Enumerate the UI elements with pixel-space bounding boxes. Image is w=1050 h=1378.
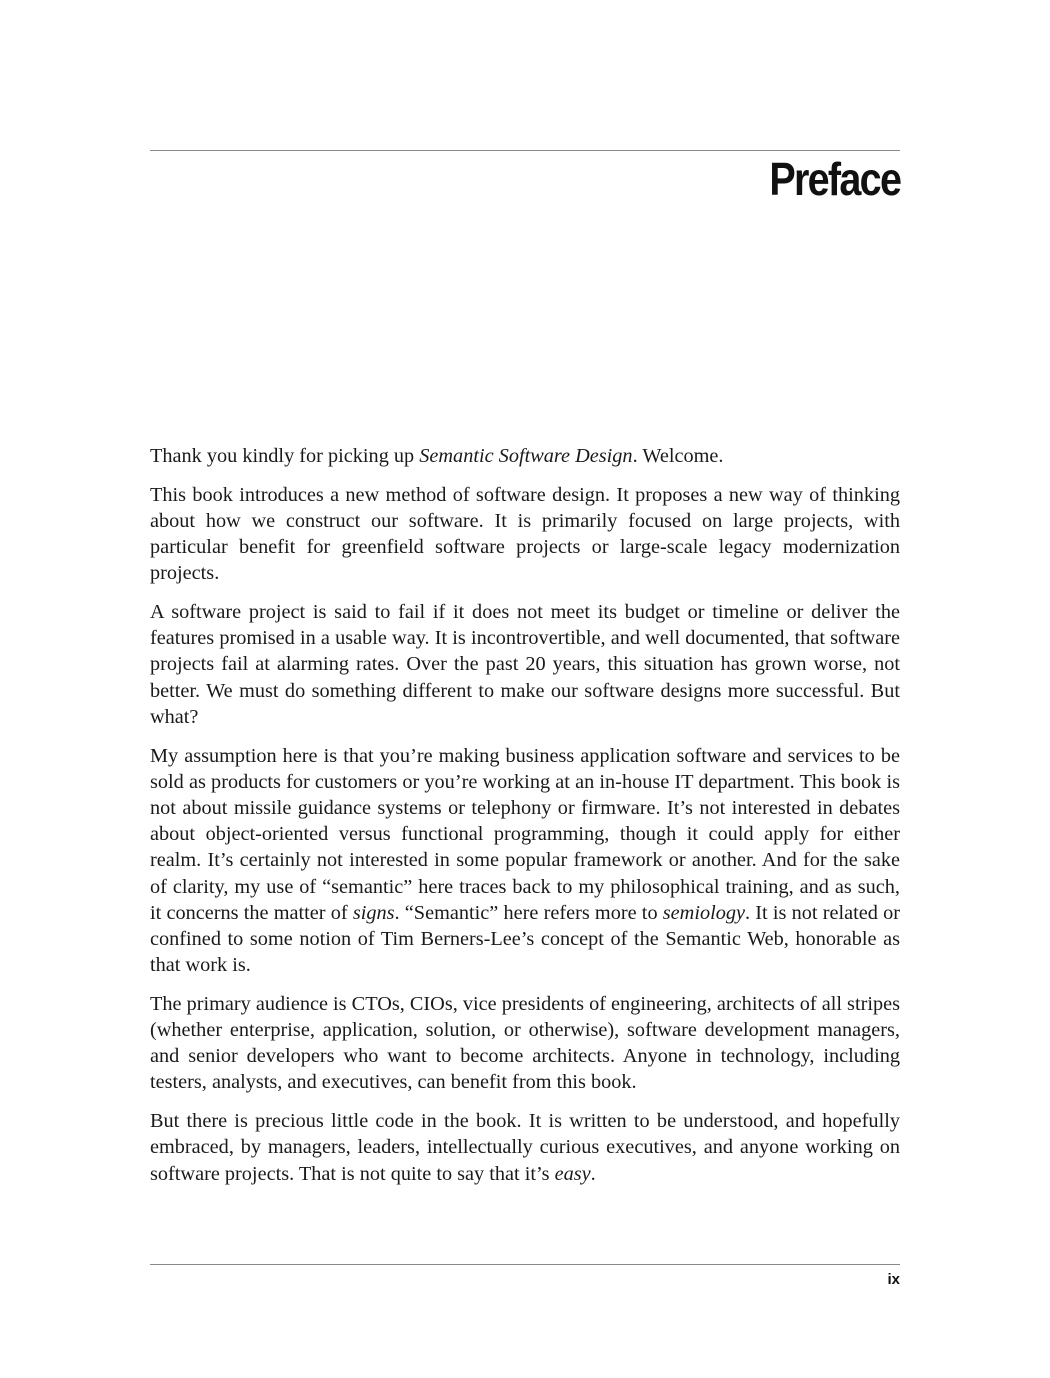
footer-rule xyxy=(150,1264,900,1265)
paragraph-text: . xyxy=(590,1162,596,1185)
italic-text: signs xyxy=(352,901,395,924)
paragraph-text: My assumption here is that you’re making business application software and services to be sold as products for customers or you’re working at an in-house IT department. This book is not about missile guidance systems or telephony or firmware. It’s not interested in debates about object-oriented versus functional programming, though it could apply for either realm. It’s certainly not interested in some popular framework or another. And for the sake of clarity, my use of “semantic” here traces back to my philosophical training, and as such, it concerns the matter of xyxy=(150,744,900,924)
paragraph-code-note xyxy=(150,1108,900,1187)
paragraph-text: This book introduces a new method of software design. It proposes a new way of thinking about how we construct our software. It is primarily focused on large projects, with particular benefit for greenfield software projects or large-scale legacy modernization projects. xyxy=(150,483,900,585)
paragraph-text: . It is not related or confined to some notion of Tim Berners-Lee’s concept of the Semantic Web, honorable as that work is. xyxy=(150,901,900,977)
chapter-title: Preface xyxy=(769,153,900,205)
paragraph-text: A software project is said to fail if it does not meet its budget or timeline or deliver the features promised in a usable way. It is incontrovertible, and well documented, that software projects fail at alarming rates. Over the past 20 years, this situation has grown worse, not better. We must do something different to make our software designs more successful. But what? xyxy=(150,601,900,728)
paragraph-audience xyxy=(150,991,900,1096)
paragraph-welcome xyxy=(150,443,900,469)
paragraph-assumptions xyxy=(150,743,900,979)
preface-body xyxy=(150,443,900,1199)
paragraph-text: Thank you kindly for picking up xyxy=(150,445,420,467)
italic-text: semiology xyxy=(662,901,746,924)
italic-text: easy xyxy=(554,1162,591,1185)
paragraph-project-failure xyxy=(150,599,900,730)
paragraph-text: But there is precious little code in the book. It is written to be understood, and hopefully embraced, by managers, leaders, intellectually curious executives, and anyone working on software projects. That is not quite to say that it’s xyxy=(150,1110,900,1185)
paragraph-text: The primary audience is CTOs, CIOs, vice presidents of engineering, architects of all stripes (whether enterprise, application, solution, or otherwise), software development managers, and senior developers who want to become architects. Anyone in technology, including testers, analysts, and executives, can benefit from this book. xyxy=(150,992,900,1094)
page-number: ix xyxy=(887,1271,900,1288)
italic-text: Semantic Software Design xyxy=(419,445,633,467)
paragraph-introduction xyxy=(150,482,900,587)
paragraph-text: . Welcome. xyxy=(632,445,724,467)
paragraph-text: . “Semantic” here refers more to xyxy=(394,901,663,924)
